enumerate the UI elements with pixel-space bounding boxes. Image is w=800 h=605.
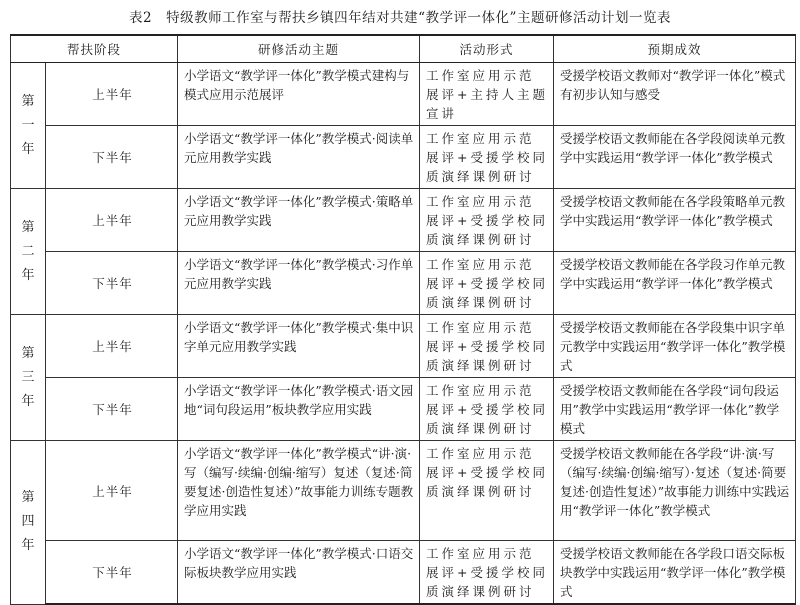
form-cell: 工作室应用示范展评+受援学校同质演绎课例研讨	[420, 252, 554, 315]
theme-cell: 小学语文“教学评一体化”教学模式·集中识字单元应用教学实践	[178, 315, 420, 378]
theme-cell: 小学语文“教学评一体化”教学模式·策略单元应用教学实践	[178, 189, 420, 252]
year-cell	[11, 441, 46, 605]
outcome-cell: 受援学校语文教师能在各学段策略单元教学中实践运用“教学评一体化”教学模式	[554, 189, 796, 252]
year-label: 第三年	[21, 345, 35, 409]
form-cell: 工作室应用示范展评+主持人主题宣讲	[420, 63, 554, 126]
header-outcome: 预期成效	[554, 35, 796, 63]
table-number: 表2	[129, 10, 153, 26]
outcome-cell: 受援学校语文教师能在各学段口语交际板块教学中实践运用“教学评一体化”教学模式	[554, 541, 796, 605]
half-cell: 上半年	[46, 315, 178, 378]
year-label: 第二年	[21, 219, 35, 283]
outcome-cell: 受援学校语文教师能在各学段“讲·演·写（编写·续编·创编·缩写）·复述（复述·简要复述·创造性复述）”故事能力训练中实践运用“教学评一体化”教学模式	[554, 441, 796, 541]
form-cell: 工作室应用示范展评+受援学校同质演绎课例研讨	[420, 541, 554, 605]
half-cell: 下半年	[46, 126, 178, 189]
table-row	[11, 189, 796, 252]
year-label: 第一年	[21, 93, 35, 157]
form-cell: 工作室应用示范展评+受援学校同质演绎课例研讨	[420, 189, 554, 252]
half-cell: 下半年	[46, 541, 178, 605]
theme-cell: 小学语文“教学评一体化”教学模式·习作单元应用教学实践	[178, 252, 420, 315]
activity-plan-table	[10, 34, 796, 605]
half-cell: 上半年	[46, 189, 178, 252]
header-stage: 帮扶阶段	[11, 35, 178, 63]
table-title: 特级教师工作室与帮扶乡镇四年结对共建“教学评一体化”主题研修活动计划一览表	[166, 10, 671, 26]
table-row	[11, 541, 796, 605]
header-theme: 研修活动主题	[178, 35, 420, 63]
table-row	[11, 315, 796, 378]
theme-cell: 小学语文“教学评一体化”教学模式建构与模式应用示范展评	[178, 63, 420, 126]
half-cell: 下半年	[46, 252, 178, 315]
theme-cell: 小学语文“教学评一体化”教学模式·口语交际板块教学应用实践	[178, 541, 420, 605]
outcome-cell: 受援学校语文教师对“教学评一体化”模式有初步认知与感受	[554, 63, 796, 126]
year-label: 第四年	[21, 490, 35, 554]
table-caption	[0, 6, 800, 26]
outcome-cell: 受援学校语文教师能在各学段“词句段运用”教学中实践运用“教学评一体化”教学模式	[554, 378, 796, 441]
outcome-cell: 受援学校语文教师能在各学段集中识字单元教学中实践运用“教学评一体化”教学模式	[554, 315, 796, 378]
form-cell: 工作室应用示范展评+受援学校同质演绎课例研讨	[420, 315, 554, 378]
year-cell	[11, 63, 46, 189]
table-row	[11, 252, 796, 315]
table-row	[11, 441, 796, 541]
header-row	[11, 35, 796, 63]
theme-cell: 小学语文“教学评一体化”教学模式·阅读单元应用教学实践	[178, 126, 420, 189]
theme-cell: 小学语文“教学评一体化”教学模式“讲·演·写（编写·续编·创编·缩写）复述（复述·简要复述·创造性复述）”故事能力训练专题教学应用实践	[178, 441, 420, 541]
table-row	[11, 63, 796, 126]
half-cell: 上半年	[46, 63, 178, 126]
table-row	[11, 126, 796, 189]
outcome-cell: 受援学校语文教师能在各学段习作单元教学中实践运用“教学评一体化”教学模式	[554, 252, 796, 315]
year-cell	[11, 315, 46, 441]
half-cell: 下半年	[46, 378, 178, 441]
header-form: 活动形式	[420, 35, 554, 63]
half-cell: 上半年	[46, 441, 178, 541]
form-cell: 工作室应用示范展评+受援学校同质演绎课例研讨	[420, 378, 554, 441]
outcome-cell: 受援学校语文教师能在各学段阅读单元教学中实践运用“教学评一体化”教学模式	[554, 126, 796, 189]
year-cell	[11, 189, 46, 315]
table-row	[11, 378, 796, 441]
theme-cell: 小学语文“教学评一体化”教学模式·语文园地“词句段运用”板块教学应用实践	[178, 378, 420, 441]
form-cell: 工作室应用示范展评+受援学校同质演绎课例研讨	[420, 126, 554, 189]
form-cell: 工作室应用示范展评+受援学校同质演绎课例研讨	[420, 441, 554, 541]
